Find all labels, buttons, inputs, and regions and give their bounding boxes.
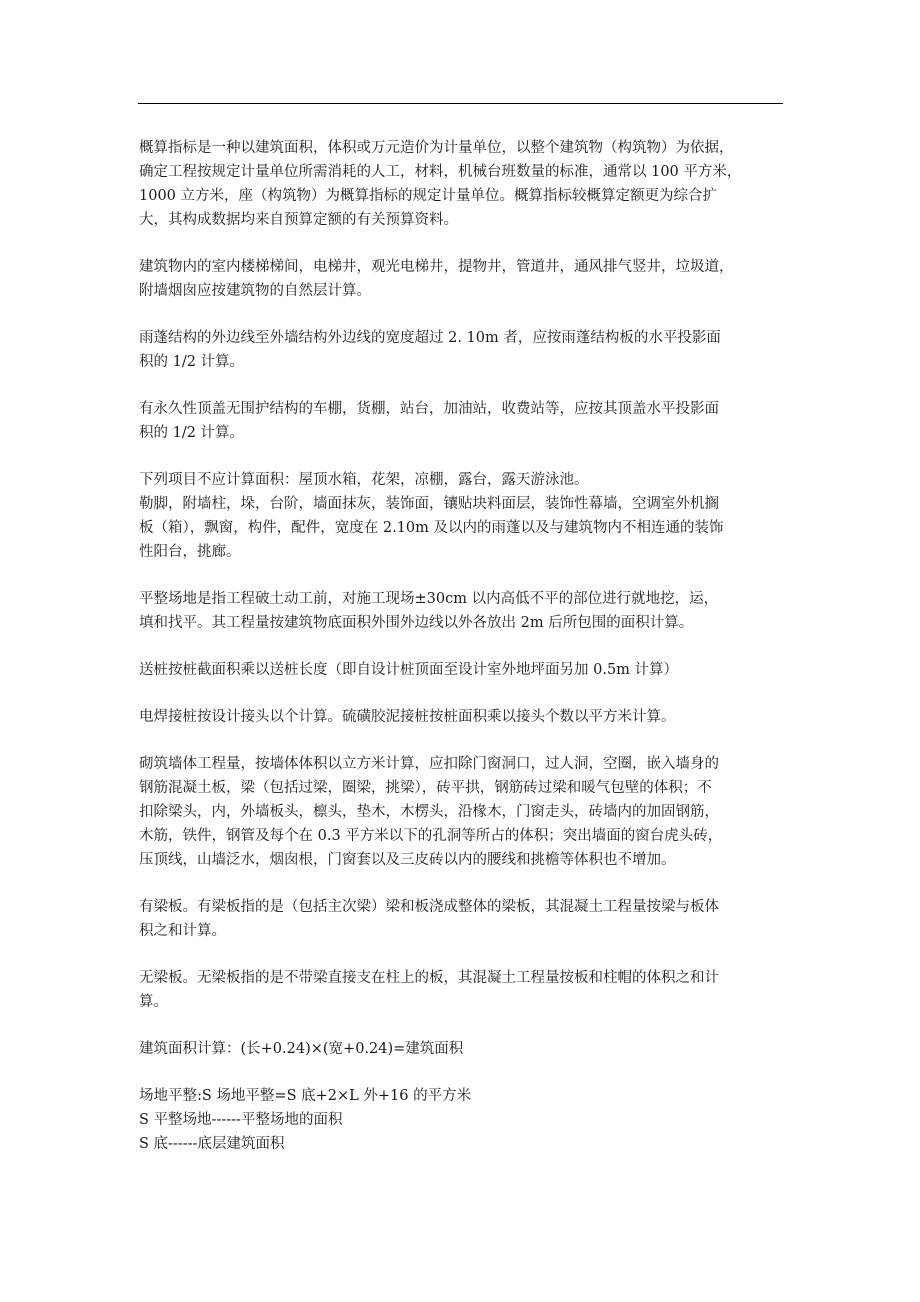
text-line: 有永久性顶盖无围护结构的车棚，货棚，站台，加油站，收费站等，应按其顶盖水平投影面 — [139, 401, 719, 417]
text-line: 平整场地是指工程破土动工前，对施工现场±30cm 以内高低不平的部位进行就地挖，运， — [139, 591, 719, 607]
text-line: 电焊接桩按设计接头以个计算。硫磺胶泥接桩按桩面积乘以接头个数以平方米计算。 — [139, 709, 676, 725]
text-line: S 底------底层建筑面积 — [139, 1136, 285, 1152]
paragraph — [139, 587, 799, 635]
paragraph — [139, 705, 799, 729]
text-line: 勒脚，附墙柱，垛，台阶，墙面抹灰，装饰面，镶贴块料面层，装饰性幕墙，空调室外机搁 — [139, 496, 719, 512]
text-line: 下列项目不应计算面积：屋顶水箱，花架，凉棚，露台，露天游泳池。 — [139, 472, 589, 488]
text-line: 积的 1/2 计算。 — [139, 354, 245, 370]
text-line: 雨蓬结构的外边线至外墙结构外边线的宽度超过 2. 10m 者，应按雨蓬结构板的水平投影面 — [139, 330, 721, 346]
text-line: 积之和计算。 — [139, 923, 226, 939]
text-line: S 平整场地------平整场地的面积 — [139, 1112, 343, 1128]
text-line: 大，其构成数据均来自预算定额的有关预算资料。 — [139, 212, 458, 228]
paragraph — [139, 326, 799, 374]
text-line: 建筑面积计算：(长+0.24)×(宽+0.24)=建筑面积 — [139, 1041, 464, 1057]
paragraph — [139, 658, 799, 682]
text-line: 木筋，铁件，钢管及每个在 0.3 平方米以下的孔洞等所占的体积；突出墙面的窗台虎头砖， — [139, 828, 723, 844]
text-line: 算。 — [139, 994, 168, 1010]
paragraph — [139, 136, 799, 232]
text-line: 板（箱），飘窗，构件，配件，宽度在 2.10m 及以内的雨蓬以及与建筑物内不相连通的装饰 — [139, 520, 724, 536]
header-rule — [138, 103, 783, 104]
text-line: 概算指标是一种以建筑面积，体积或万元造价为计量单位，以整个建筑物（构筑物）为依据， — [139, 140, 734, 156]
text-line: 填和找平。其工程量按建筑物底面积外围外边线以外各放出 2m 后所包围的面积计算。 — [139, 615, 694, 631]
text-line: 砌筑墙体工程量，按墙体体积以立方米计算，应扣除门窗洞口，过人洞，空圈，嵌入墙身的 — [139, 756, 719, 772]
paragraph — [139, 255, 799, 303]
text-line: 积的 1/2 计算。 — [139, 425, 245, 441]
text-line: 建筑物内的室内楼梯梯间，电梯井，观光电梯井，提物井，管道井，通风排气竖井，垃圾道， — [139, 259, 734, 275]
text-line: 有梁板。有梁板指的是（包括主次梁）梁和板浇成整体的梁板，其混凝土工程量按梁与板体 — [139, 899, 719, 915]
text-line: 钢筋混凝土板，梁（包括过梁，圈梁，挑梁），砖平拱，钢筋砖过梁和暖气包壁的体积；不 — [139, 780, 712, 796]
text-line: 扣除梁头，内，外墙板头，檩头，垫木，木楞头，沿椽木，门窗走头，砖墙内的加固钢筋， — [139, 804, 719, 820]
text-line: 附墙烟囱应按建筑物的自然层计算。 — [139, 283, 371, 299]
text-line: 确定工程按规定计量单位所需消耗的人工，材料，机械台班数量的标准，通常以 100 平方米， — [139, 164, 742, 180]
paragraph — [139, 1037, 799, 1061]
text-line: 1000 立方米，座（构筑物）为概算指标的规定计量单位。概算指标较概算定额更为综合扩 — [139, 188, 718, 204]
text-line: 场地平整:S 场地平整=S 底+2×L 外+16 的平方米 — [139, 1088, 472, 1104]
text-line: 无梁板。无梁板指的是不带梁直接支在柱上的板，其混凝土工程量按板和柱帽的体积之和计 — [139, 970, 719, 986]
paragraph — [139, 752, 799, 872]
text-line: 性阳台，挑廊。 — [139, 544, 241, 560]
paragraph — [139, 468, 799, 564]
paragraph — [139, 397, 799, 445]
text-line: 送桩按桩截面积乘以送桩长度（即自设计桩顶面至设计室外地坪面另加 0.5m 计算） — [139, 662, 679, 678]
paragraph — [139, 966, 799, 1014]
text-line: 压顶线，山墙泛水，烟囱根，门窗套以及三皮砖以内的腰线和挑檐等体积也不增加。 — [139, 852, 676, 868]
paragraph — [139, 895, 799, 943]
paragraph — [139, 1084, 799, 1156]
document-body — [139, 136, 799, 1179]
